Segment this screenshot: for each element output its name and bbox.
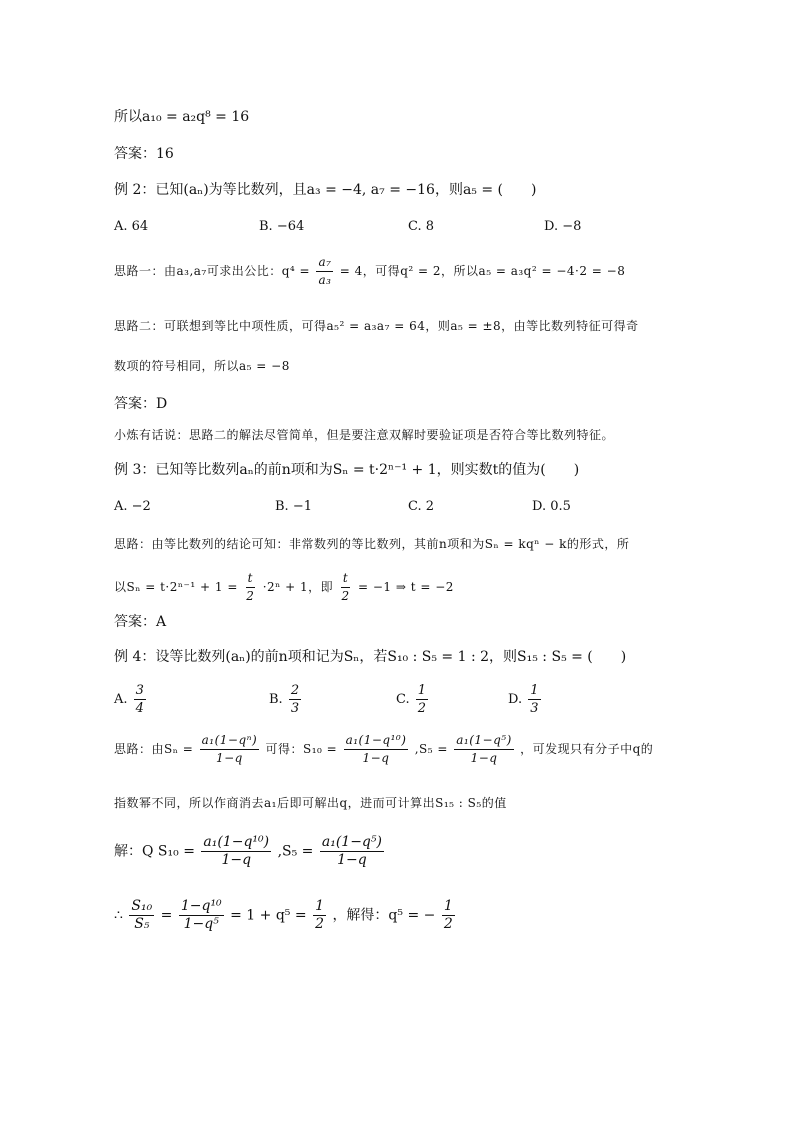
ex2-option-b: B. −64 xyxy=(259,219,305,234)
ex4-answer-line-2 xyxy=(114,898,457,933)
fraction-denominator: a₃ xyxy=(318,273,332,287)
fraction xyxy=(340,570,352,605)
fraction-numerator: a₇ xyxy=(316,254,333,272)
text-segment: ,S₅ = xyxy=(414,742,448,756)
fraction-denominator: 4 xyxy=(135,701,144,716)
ex2-solution-1 xyxy=(114,254,625,289)
text-segment: = −1 ⇒ t = −2 xyxy=(357,580,454,594)
ex4-answer-line-1 xyxy=(114,834,386,869)
ex4-option-a xyxy=(114,682,148,717)
fraction xyxy=(244,570,256,605)
fraction-numerator: a₁(1−qⁿ) xyxy=(200,732,260,750)
text-segment: 以Sₙ = t·2ⁿ⁻¹ + 1 = xyxy=(114,580,238,594)
text-line: 所以a₁₀ = a₂q⁸ = 16 xyxy=(114,109,250,125)
ex4-solution-line-1 xyxy=(114,732,653,767)
ex4-option-b xyxy=(269,682,303,717)
fraction-numerator: t xyxy=(246,570,255,588)
fraction-denominator: 2 xyxy=(315,916,324,932)
fraction-numerator: 1−q¹⁰ xyxy=(180,898,222,914)
ex4-option-d xyxy=(508,682,543,717)
text-segment: 思路一：由a₃,a₇可求出公比：q⁴ = xyxy=(114,264,311,278)
text-segment: ，解得：q⁵ = − xyxy=(332,907,436,924)
fraction xyxy=(134,682,146,717)
fraction-numerator: a₁(1−q⁵) xyxy=(321,834,382,850)
fraction-denominator: 1−q xyxy=(362,751,390,765)
example-2-question: 例 2：已知(aₙ)为等比数列，且a₃ = −4, a₇ = −16，则a₅ = ( ) xyxy=(114,182,537,198)
text-segment: 解：Q S₁₀ = xyxy=(114,843,195,860)
text-segment: = 1 + q⁵ = xyxy=(230,907,307,924)
fraction-numerator: 1 xyxy=(417,683,427,698)
text-segment: ·2ⁿ + 1，即 xyxy=(262,580,334,594)
fraction-denominator: 2 xyxy=(246,589,255,603)
fraction-denominator: 2 xyxy=(417,701,427,716)
answer-line: 答案：16 xyxy=(114,146,174,162)
option-label: C. xyxy=(396,692,410,707)
fraction-numerator: a₁(1−q¹⁰) xyxy=(203,834,270,850)
ex3-option-a: A. −2 xyxy=(114,499,151,514)
fraction xyxy=(289,682,301,717)
ex2-option-c: C. 8 xyxy=(408,219,435,234)
fraction xyxy=(179,898,224,933)
ex2-option-d: D. −8 xyxy=(544,219,582,234)
answer-line: 答案：A xyxy=(114,614,167,630)
fraction xyxy=(442,898,455,933)
fraction-numerator: t xyxy=(341,570,350,588)
fraction-denominator: 2 xyxy=(443,916,453,932)
text-segment: ∴ xyxy=(114,907,123,924)
example-4-question: 例 4：设等比数列(aₙ)的前n项和记为Sₙ，若S₁₀ : S₅ = 1 : 2，则S₁₅ : S₅ = ( ) xyxy=(114,649,627,665)
fraction xyxy=(344,732,409,767)
fraction-denominator: 1−q⁵ xyxy=(183,916,219,932)
fraction xyxy=(129,898,154,933)
fraction-numerator: 1 xyxy=(443,898,453,914)
text-segment: ,S₅ = xyxy=(277,843,314,860)
fraction-denominator: 3 xyxy=(290,701,300,716)
ex2-option-a: A. 64 xyxy=(114,219,149,234)
option-label: B. xyxy=(269,692,283,707)
text-segment: ，可发现只有分子中q的 xyxy=(520,742,654,756)
fraction-numerator: 2 xyxy=(290,683,300,698)
text-segment: = 4，可得q² = 2，所以a₅ = a₃q² = −4·2 = −8 xyxy=(339,264,626,278)
fraction xyxy=(528,682,540,717)
ex4-solution-line-2: 指数幂不同，所以作商消去a₁后即可解出q，进而可计算出S₁₅ : S₅的值 xyxy=(114,796,507,810)
ex2-solution-2-line-1: 思路二：可联想到等比中项性质，可得a₅² = a₃a₇ = 64，则a₅ = ±8，由等比数列特征可得奇 xyxy=(114,319,639,333)
text-segment: = xyxy=(160,907,173,924)
fraction-denominator: 2 xyxy=(341,589,350,603)
fraction-denominator: 1−q xyxy=(215,751,243,765)
ex3-solution-line-2 xyxy=(114,570,454,605)
fraction-numerator: 1 xyxy=(315,898,324,914)
fraction-denominator: 1−q xyxy=(221,852,252,868)
fraction-denominator: 3 xyxy=(530,701,539,716)
fraction-numerator: S₁₀ xyxy=(131,898,153,914)
fraction-denominator: 1−q xyxy=(337,852,367,868)
fraction xyxy=(320,834,384,869)
fraction xyxy=(201,834,271,869)
tip-line: 小炼有话说：思路二的解法尽管简单，但是要注意双解时要验证项是否符合等比数列特征。 xyxy=(114,428,615,442)
ex3-option-d: D. 0.5 xyxy=(532,499,571,514)
fraction-numerator: a₁(1−q⁵) xyxy=(454,732,514,750)
fraction-numerator: 1 xyxy=(530,683,539,698)
text-segment: 思路：由Sₙ = xyxy=(114,742,194,756)
text-segment: 可得：S₁₀ = xyxy=(265,742,338,756)
fraction-denominator: 1−q xyxy=(470,751,498,765)
option-label: A. xyxy=(114,692,128,707)
example-3-question: 例 3：已知等比数列aₙ的前n项和为Sₙ = t·2ⁿ⁻¹ + 1，则实数t的值为( ) xyxy=(114,462,580,478)
fraction xyxy=(200,732,260,767)
fraction xyxy=(313,898,326,933)
ex3-option-b: B. −1 xyxy=(275,499,312,514)
fraction-numerator: 3 xyxy=(135,683,144,698)
option-label: D. xyxy=(508,692,523,707)
ex4-option-c xyxy=(396,682,430,717)
fraction xyxy=(416,682,428,717)
answer-line: 答案：D xyxy=(114,396,168,412)
fraction-denominator: S₅ xyxy=(134,916,150,932)
ex3-solution-line-1: 思路：由等比数列的结论可知：非常数列的等比数列，其前n项和为Sₙ = kqⁿ − k的形式，所 xyxy=(114,537,630,551)
fraction xyxy=(316,254,333,289)
fraction xyxy=(454,732,514,767)
fraction-numerator: a₁(1−q¹⁰) xyxy=(344,732,409,750)
ex2-solution-2-line-2: 数项的符号相同，所以a₅ = −8 xyxy=(114,359,290,373)
ex3-option-c: C. 2 xyxy=(408,499,435,514)
